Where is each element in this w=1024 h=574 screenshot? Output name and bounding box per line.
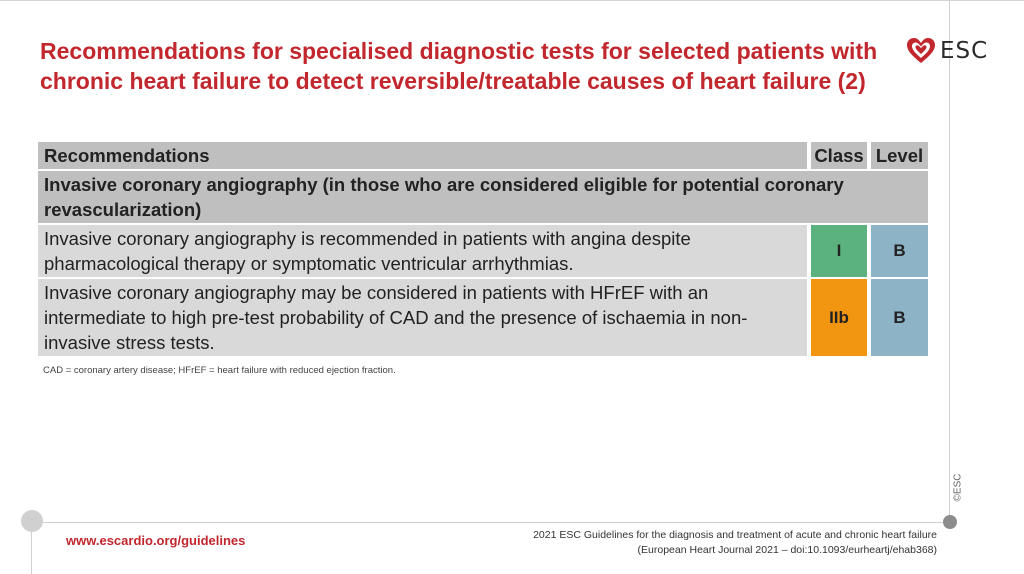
table-row: [38, 279, 928, 356]
level-badge: B: [871, 225, 928, 277]
class-badge: IIb: [811, 279, 867, 356]
esc-logo: [906, 36, 992, 66]
table-row: [38, 225, 928, 277]
table-header-row: [38, 142, 928, 169]
slide-title: Recommendations for specialised diagnostic tests for selected patients with chronic heart failure to detect reversible/treatable causes of heart failure (2): [40, 38, 878, 94]
footer-right-dot: [943, 515, 957, 529]
citation: [533, 528, 937, 558]
right-vertical-rule: [949, 0, 950, 515]
footer-left-dot: [21, 510, 43, 532]
header-level: Level: [871, 142, 928, 169]
table-section-row: [38, 171, 928, 223]
heart-logo-icon: [906, 37, 936, 65]
top-divider: [0, 0, 1024, 1]
recommendations-table: [38, 142, 928, 358]
citation-line-2: (European Heart Journal 2021 – doi:10.1093/eurheartj/ehab368): [637, 544, 937, 556]
copyright-mark: [950, 470, 980, 510]
footer-divider: [32, 522, 950, 523]
left-vertical-rule: [31, 531, 32, 574]
copyright-text: ©ESC: [952, 473, 964, 502]
header-class: Class: [811, 142, 867, 169]
footnote: CAD = coronary artery disease; HFrEF = heart failure with reduced ejection fraction.: [43, 365, 396, 376]
citation-line-1: 2021 ESC Guidelines for the diagnosis and treatment of acute and chronic heart failure: [533, 529, 937, 541]
section-heading: Invasive coronary angiography (in those who are considered eligible for potential coronary revascularization): [38, 171, 928, 223]
recommendation-text: Invasive coronary angiography may be considered in patients with HFrEF with an intermediate to high pre-test probability of CAD and the presence of ischaemia in non-invasive stress tests.: [38, 279, 807, 356]
header-recommendations: Recommendations: [38, 142, 807, 169]
class-badge: I: [811, 225, 867, 277]
recommendation-text: Invasive coronary angiography is recommended in patients with angina despite pharmacological therapy or symptomatic ventricular arrhythmias.: [38, 225, 807, 277]
logo-text: ESC: [940, 38, 989, 64]
guidelines-link[interactable]: www.escardio.org/guidelines: [66, 533, 246, 548]
level-badge: B: [871, 279, 928, 356]
